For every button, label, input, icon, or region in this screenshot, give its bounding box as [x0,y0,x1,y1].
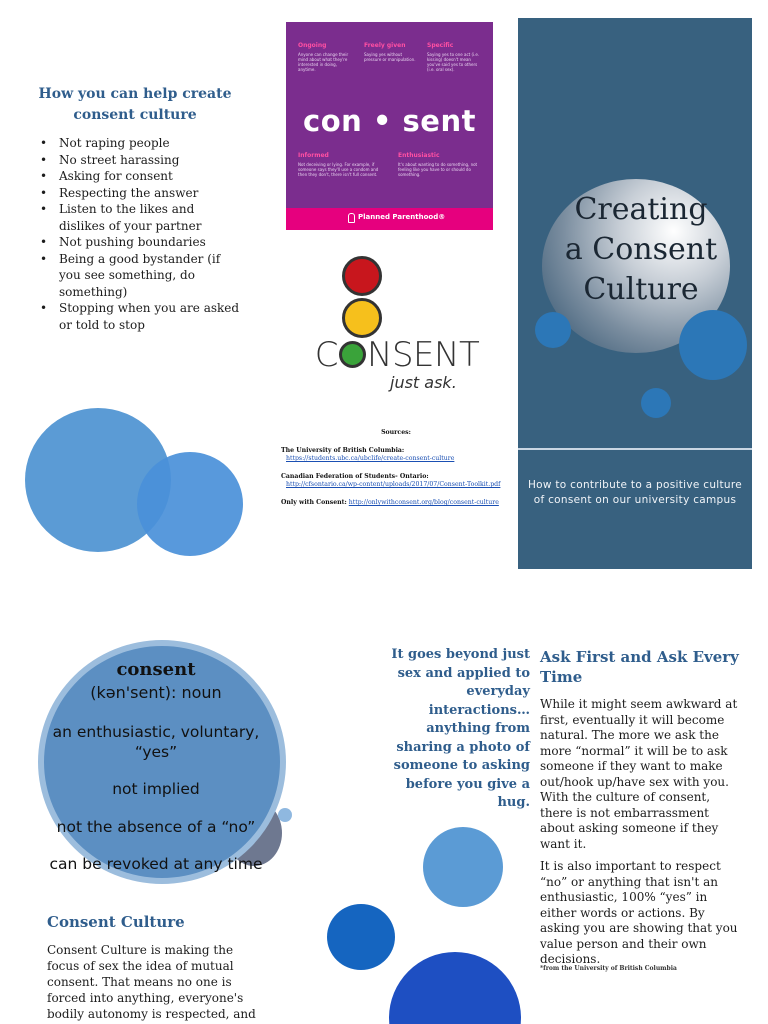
pp-footer-bar [286,208,493,230]
consent-culture-text: Consent Culture is making the focus of sex the idea of mutual consent. That means no one is forced into anything, everyone's bodily autonomy is respected, and [47,943,256,1021]
cover-dot-small [641,388,671,418]
decor-circle-medium [137,452,243,556]
definition-line: can be revoked at any time [49,855,263,873]
source-item [281,447,511,463]
consent-culture-heading: Consent Culture [47,913,185,931]
just-ask-tagline: just ask. [390,373,457,392]
red-light-icon [342,256,382,296]
cover-panel [518,18,752,569]
decor-circle-dark [327,904,395,970]
consent-logo-wordmark [311,336,483,374]
help-list [40,135,240,333]
definition-word: consent [116,659,196,680]
pp-col-freely-given [364,42,418,62]
definition-block [40,658,272,875]
source-link[interactable]: http://onlywithconsent.org/blog/consent-culture [348,499,499,506]
pp-col-ongoing [298,42,352,72]
definition-line: not implied [112,780,200,798]
sources-block [281,429,511,517]
pp-col-text: Anyone can change their mind about what they're interested in doing, anytime. [298,52,349,72]
pp-col-title: Freely given [364,42,406,49]
ask-first-footnote: *from the University of British Columbia [540,965,677,972]
pp-col-title: Enthusiastic [398,152,440,159]
list-item: • Not pushing boundaries [40,234,240,251]
list-item: • Respecting the answer [40,185,240,202]
help-heading: How you can help create consent culture [38,86,232,123]
pp-col-specific [427,42,485,72]
pp-col-text: Saying yes without pressure or manipulation. [364,52,416,62]
definition-line: not the absence of a “no” [56,817,256,836]
pp-col-title: Specific [427,42,454,49]
decor-circle-mid [423,827,503,907]
list-item: • Stopping when you are asked or told to stop [40,300,240,333]
source-item [281,473,511,489]
consent-logo-rest: NSENT [367,335,480,375]
ask-first-heading: Ask First and Ask Every Time [540,648,739,686]
yellow-light-icon [342,298,382,338]
decor-circle-bottom [389,952,521,1024]
cover-dot-left [535,312,571,348]
pp-col-title: Ongoing [298,42,327,49]
source-link[interactable]: https://students.ubc.ca/ubclife/create-consent-culture [286,455,455,462]
sources-title: Sources: [381,429,411,436]
definition-pronunciation: (kən'sent): noun [90,683,222,702]
cover-title-line: Creating [574,192,708,227]
ask-first-paragraph: While it might seem awkward at first, eventually it will become natural. The more we ask the more “normal” it will be to ask someone if they want to make out/hook up/have sex with you. With the culture of consent, there is not embarrassment about asking someone if they want it. [540,697,738,851]
beyond-pull-quote: It goes beyond just sex and applied to everyday interactions… anything from sharing a photo of someone to asking before you give a hug. [391,647,530,810]
consent-logo-c: C [314,335,339,375]
cover-dot-right [679,310,747,380]
source-item [281,499,511,507]
source-name: Canadian Federation of Students- Ontario: [281,473,429,480]
pp-col-title: Informed [298,152,329,159]
pp-logo-text: Planned Parenthood® [358,213,446,221]
pp-col-text: Not deceiving or lying. For example, if someone says they'll use a condom and then they don't, there isn't full consent. [298,162,379,177]
cover-title [542,190,740,310]
source-name: The University of British Columbia: [281,447,405,454]
list-item: • No street harassing [40,152,240,169]
cover-subtitle: How to contribute to a positive culture of consent on our university campus [527,479,743,506]
cover-divider [518,448,752,450]
decor-dot-small [278,808,292,822]
planned-parenthood-logo-icon [348,213,355,223]
planned-parenthood-consent-card [286,22,493,230]
list-item: • Being a good bystander (if you see something, do something) [40,251,240,301]
source-link[interactable]: http://cfsontario.ca/wp-content/uploads/2017/07/Consent-Toolkit.pdf [286,481,501,488]
pp-col-text: It's about wanting to do something, not feeling like you have to or should do something. [398,162,478,177]
list-item: • Asking for consent [40,168,240,185]
green-light-icon [339,341,366,368]
cover-title-line: a Consent [564,232,718,267]
pp-consent-word: con • sent [303,104,476,138]
pp-col-text: Saying yes to one act (i.e. kissing) doesn't mean you've said yes to others (i.e. oral sex). [427,52,480,72]
list-item: • Listen to the likes and dislikes of your partner [40,201,240,234]
definition-line: an enthusiastic, voluntary, “yes” [52,723,260,761]
ask-first-paragraph: It is also important to respect “no” or anything that isn't an enthusiastic, 100% “yes” in either words or actions. By asking you are showing that you value person and their own decisions. [540,859,738,966]
pp-col-informed [298,152,384,177]
list-item: • Not raping people [40,135,240,152]
source-name: Only with Consent: [281,499,347,506]
cover-title-line: Culture [583,272,699,307]
pp-col-enthusiastic [398,152,486,177]
